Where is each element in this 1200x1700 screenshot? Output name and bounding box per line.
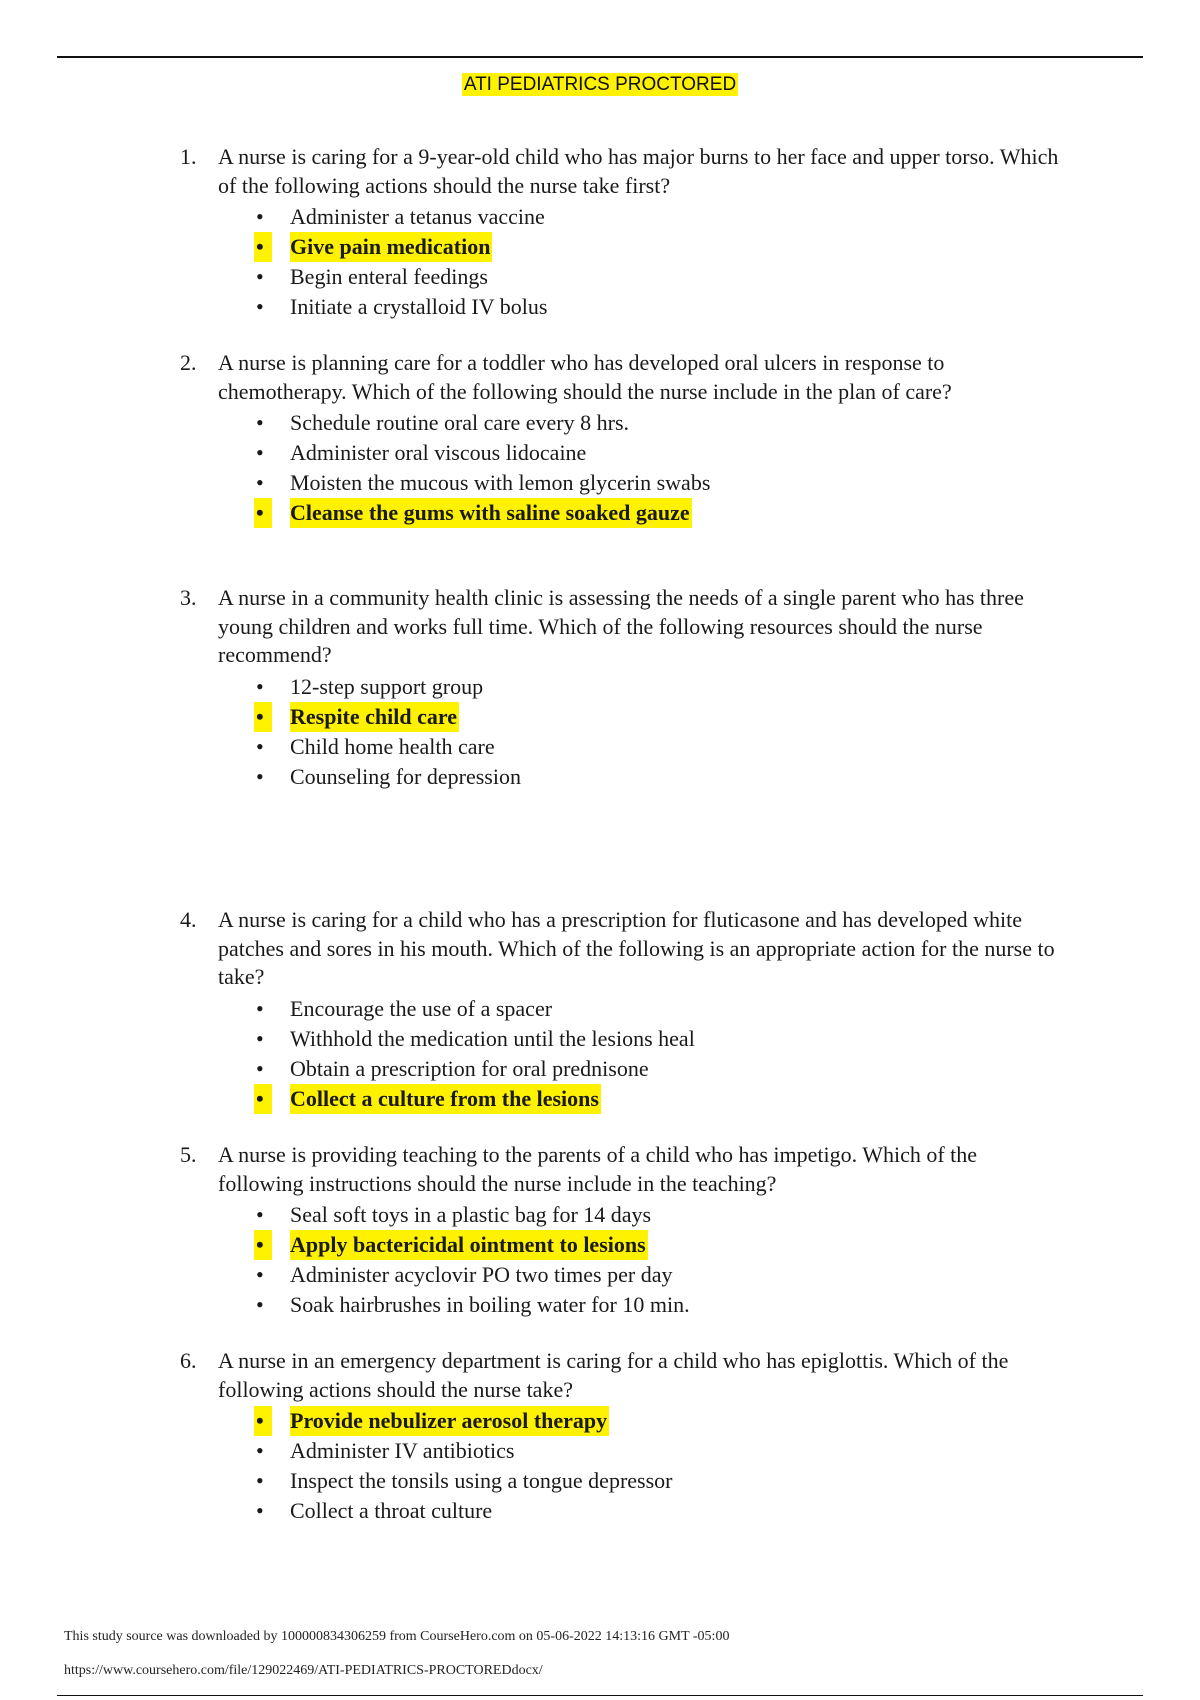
footer-source-line: This study source was downloaded by 100000834306259 from CourseHero.com on 05-06-2022 14:13:16 GMT -05:00 <box>64 1629 730 1644</box>
bullet-icon: • <box>256 1438 264 1463</box>
footer-url-link[interactable]: https://www.coursehero.com/file/129022469/ATI-PEDIATRICS-PROCTOREDdocx/ <box>64 1663 543 1678</box>
bullet-icon: • <box>256 1468 264 1493</box>
question-number: 1. <box>180 144 197 169</box>
bullet-icon: • <box>254 498 272 528</box>
option: • Obtain a prescription for oral prednisone <box>180 1054 1060 1084</box>
bullet-icon: • <box>256 1498 264 1523</box>
option: • Initiate a crystalloid IV bolus <box>180 292 1060 322</box>
document-title-text: ATI PEDIATRICS PROCTORED <box>463 74 737 95</box>
option-list <box>180 1406 1060 1526</box>
bullet-icon: • <box>256 733 264 759</box>
bullet-icon: • <box>256 1025 264 1051</box>
bullet-icon: • <box>254 232 272 262</box>
bullet-icon: • <box>256 470 264 495</box>
question-6 <box>180 1347 1060 1526</box>
question-text: A nurse is caring for a child who has a prescription for fluticasone and has developed white patches and sores in his mouth. Which of the following is an appropriate action for the nurse to take? <box>218 907 1055 989</box>
question-text: A nurse is caring for a 9-year-old child who has major burns to her face and upper torso. Which of the following actions should the nurse take first? <box>218 144 1059 198</box>
option: • Inspect the tonsils using a tongue depressor <box>180 1466 1060 1496</box>
question-number: 4. <box>180 907 197 932</box>
option-correct: • Cleanse the gums with saline soaked gauze <box>180 498 1060 528</box>
question-text: A nurse is planning care for a toddler who has developed oral ulcers in response to chemotherapy. Which of the following should the nurse include in the plan of care? <box>218 350 952 404</box>
bullet-icon: • <box>256 763 264 789</box>
option: • 12-step support group <box>180 672 1060 702</box>
bullet-icon: • <box>256 1292 264 1317</box>
document-title <box>0 74 1200 96</box>
option: • Begin enteral feedings <box>180 262 1060 292</box>
option-correct: • Collect a culture from the lesions <box>180 1084 1060 1114</box>
option: • Withhold the medication until the lesions heal <box>180 1024 1060 1054</box>
question-number: 5. <box>180 1142 197 1167</box>
bullet-icon: • <box>256 440 264 465</box>
bullet-icon: • <box>256 410 264 435</box>
option: • Collect a throat culture <box>180 1496 1060 1526</box>
option: • Seal soft toys in a plastic bag for 14 days <box>180 1200 1060 1230</box>
bullet-icon: • <box>256 294 264 319</box>
question-2 <box>180 349 1060 528</box>
bullet-icon: • <box>256 1202 264 1227</box>
question-text: A nurse is providing teaching to the parents of a child who has impetigo. Which of the following instructions should the nurse include in the teaching? <box>218 1142 978 1196</box>
bullet-icon: • <box>254 1406 272 1436</box>
option-list <box>180 408 1060 528</box>
bullet-icon: • <box>254 1084 272 1114</box>
option: • Soak hairbrushes in boiling water for 10 min. <box>180 1290 1060 1320</box>
question-number: 2. <box>180 350 197 375</box>
option: • Administer oral viscous lidocaine <box>180 438 1060 468</box>
option: • Administer a tetanus vaccine <box>180 202 1060 232</box>
option: • Encourage the use of a spacer <box>180 994 1060 1024</box>
top-rule <box>57 56 1143 58</box>
question-number: 6. <box>180 1348 197 1373</box>
bullet-icon: • <box>256 1262 264 1287</box>
option-list <box>180 1200 1060 1320</box>
question-4 <box>180 906 1060 1114</box>
bullet-icon: • <box>254 1230 272 1260</box>
question-5 <box>180 1141 1060 1320</box>
question-text: A nurse in an emergency department is caring for a child who has epiglottis. Which of the following actions should the nurse take? <box>218 1348 1009 1402</box>
bottom-rule <box>57 1695 1143 1696</box>
bullet-icon: • <box>256 204 264 229</box>
option-list <box>180 202 1060 322</box>
question-3 <box>180 584 1060 792</box>
option: • Schedule routine oral care every 8 hrs. <box>180 408 1060 438</box>
option-list <box>180 672 1060 792</box>
option-correct: • Apply bactericidal ointment to lesions <box>180 1230 1060 1260</box>
question-text: A nurse in a community health clinic is assessing the needs of a single parent who has three young children and works full time. Which of the following resources should the nurse recommend? <box>218 585 1024 667</box>
bullet-icon: • <box>256 1055 264 1081</box>
bullet-icon: • <box>256 673 264 699</box>
bullet-icon: • <box>256 264 264 289</box>
bullet-icon: • <box>254 702 272 732</box>
option-list <box>180 994 1060 1114</box>
option-correct: • Give pain medication <box>180 232 1060 262</box>
option: • Administer acyclovir PO two times per day <box>180 1260 1060 1290</box>
option: • Administer IV antibiotics <box>180 1436 1060 1466</box>
option: • Child home health care <box>180 732 1060 762</box>
option-correct: • Provide nebulizer aerosol therapy <box>180 1406 1060 1436</box>
option: • Counseling for depression <box>180 762 1060 792</box>
question-1 <box>180 143 1060 322</box>
option: • Moisten the mucous with lemon glycerin swabs <box>180 468 1060 498</box>
option-correct: • Respite child care <box>180 702 1060 732</box>
bullet-icon: • <box>256 995 264 1021</box>
question-number: 3. <box>180 585 197 610</box>
